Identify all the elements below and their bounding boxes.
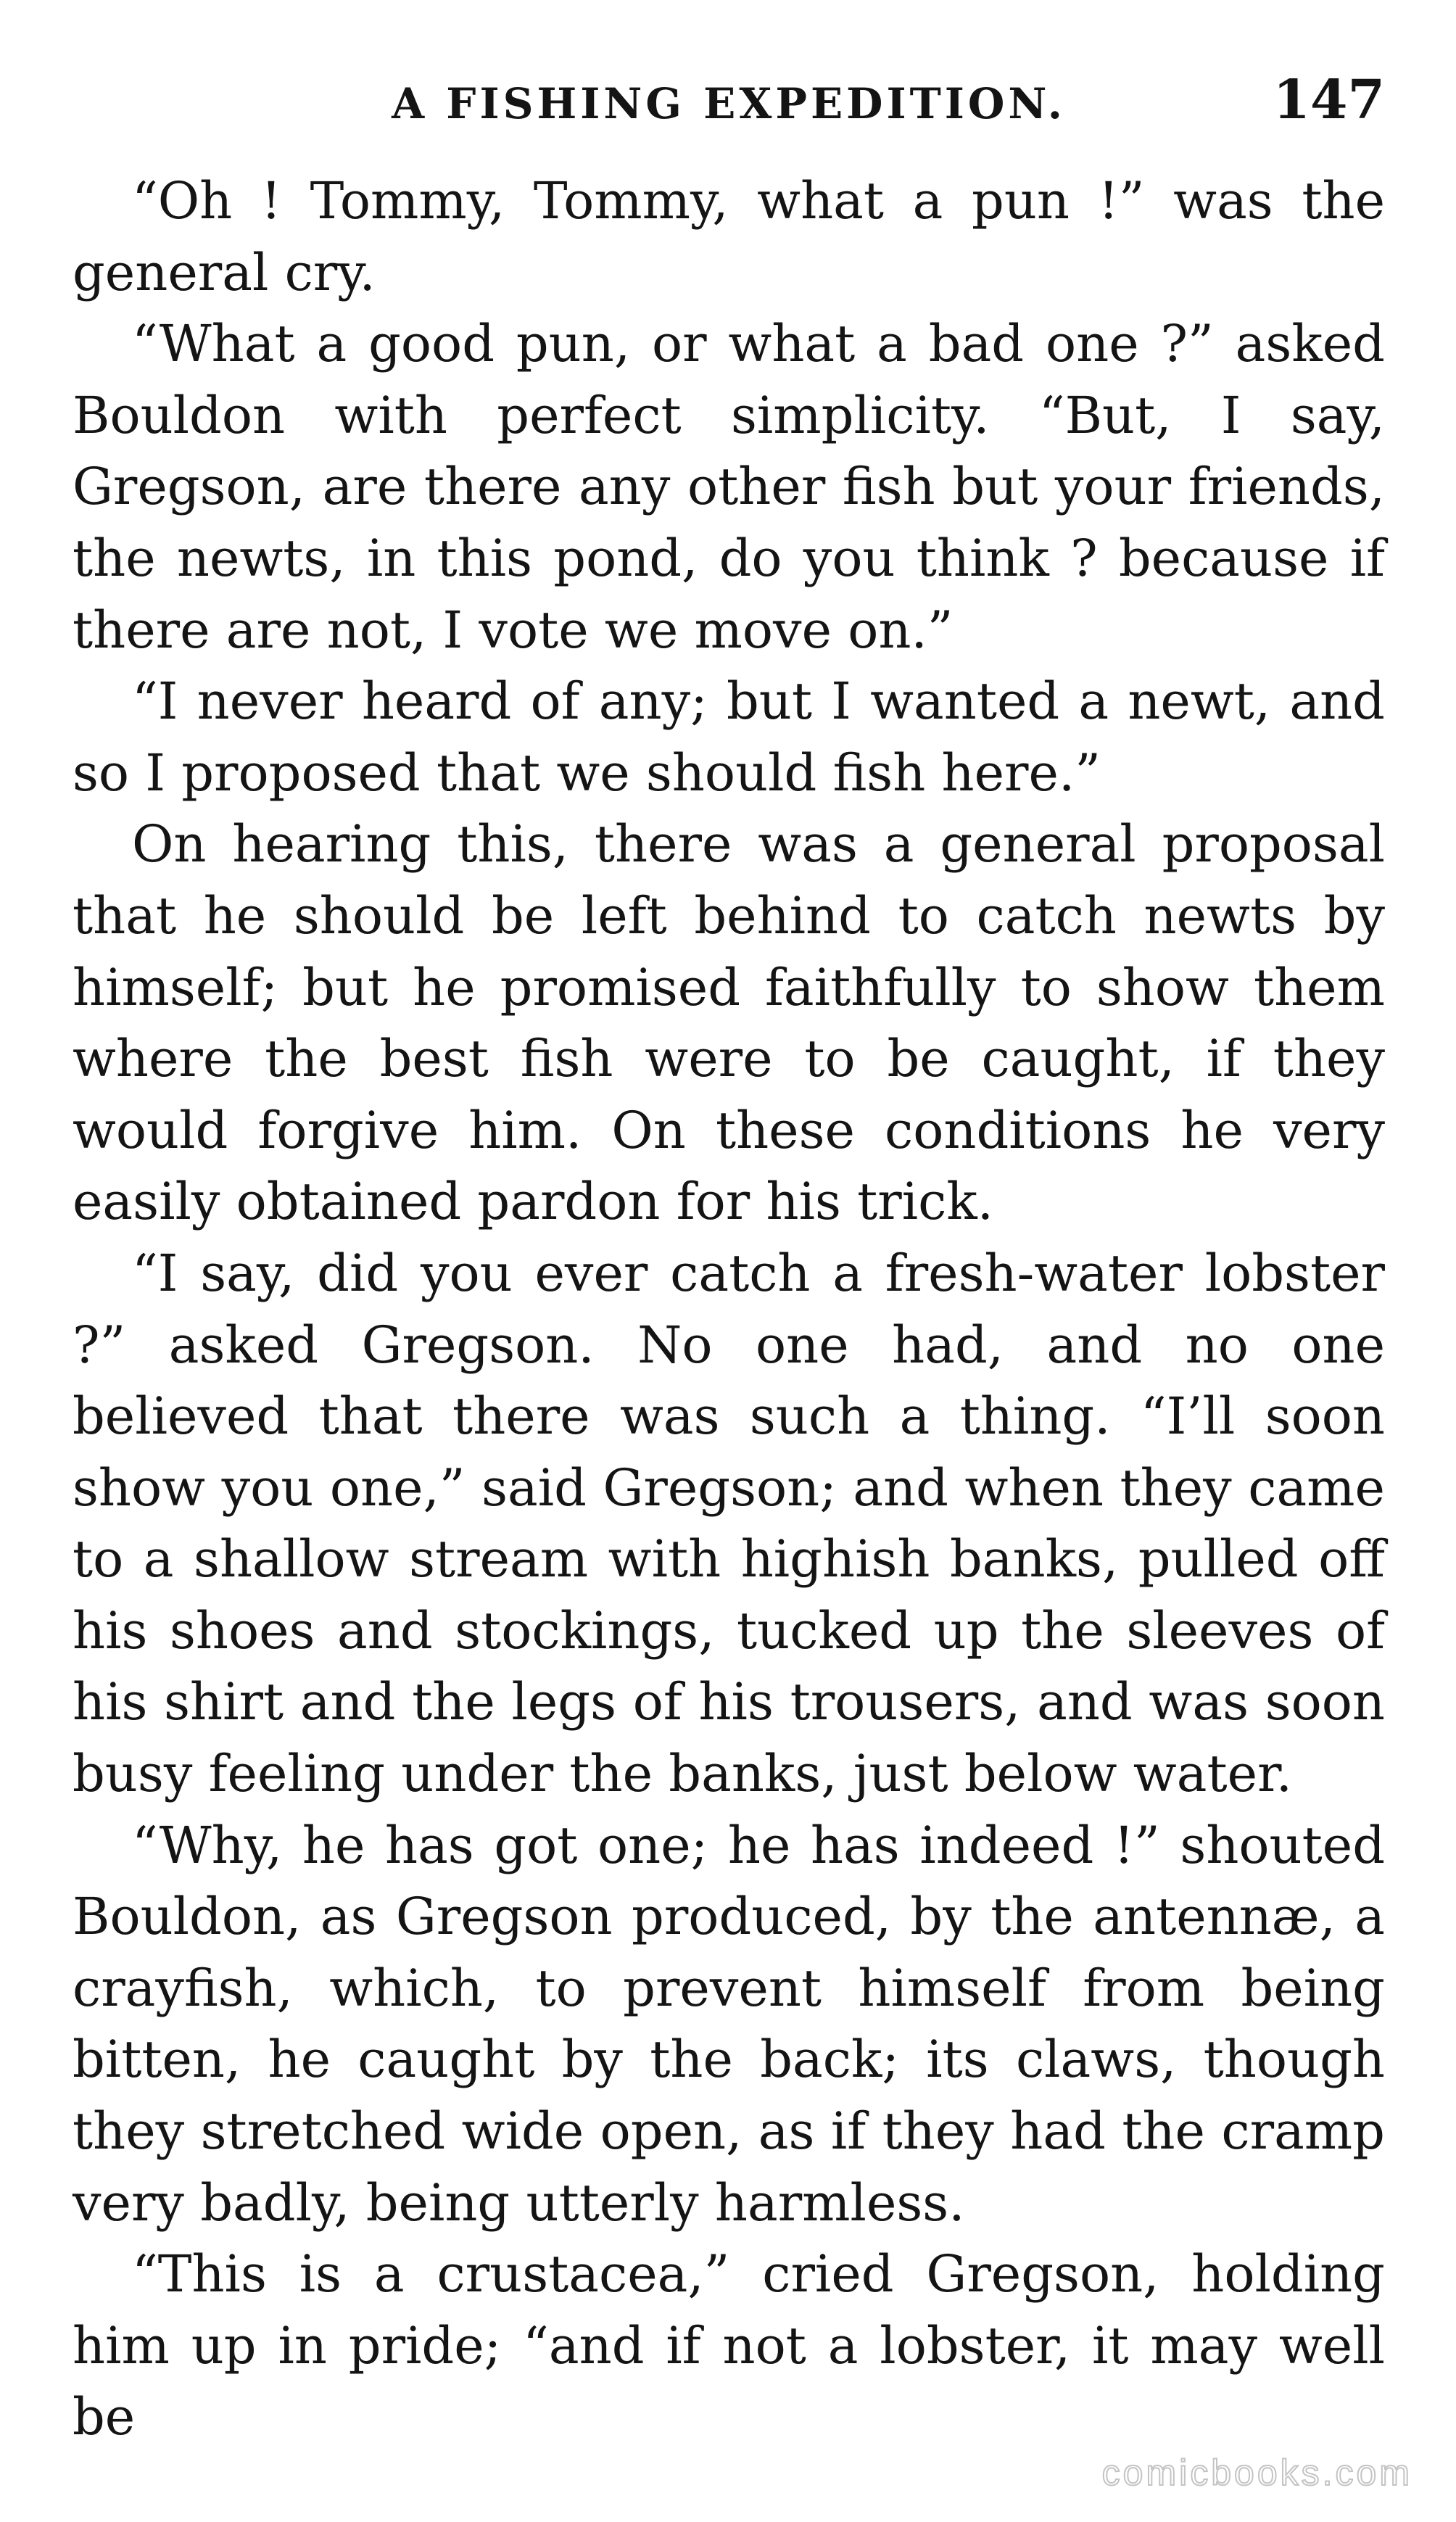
paragraph-crayfish: “Why, he has got one; he has indeed !” shouted Bouldon, as Gregson produced, by the antennæ, a crayfish, which, to prevent himself from being bitten, he caught by the back; its claws, though they stretched wide open, as if they had the cramp very badly, being utterly harmless.: [73, 1815, 1385, 2233]
page-number: 147: [1273, 69, 1385, 131]
paragraph-lobster-question: “I say, did you ever catch a fresh-water lobster ?” asked Gregson. No one had, and no one believed that there was such a thing. “I’ll soon show you one,” said Gregson; and when they came to a shallow stream with highish banks, pulled off his shoes and stockings, tucked up the sleeves of his shirt and the legs of his trousers, and was soon busy feeling under the banks, just below water.: [73, 1243, 1385, 1804]
body-text: [73, 165, 1385, 2453]
running-title: A FISHING EXPEDITION.: [392, 79, 1066, 128]
paragraph-crustacea: “This is a crustacea,” cried Gregson, holding him up in pride; “and if not a lobster, it may well be: [73, 2244, 1385, 2447]
watermark: comicbooks.com: [1101, 2452, 1412, 2493]
paragraph-bouldon-question: “What a good pun, or what a bad one ?” asked Bouldon with perfect simplicity. “But, I say, Gregson, are there any other fish but your friends, the newts, in this pond, do you think ? because if there are not, I vote we move on.”: [73, 314, 1385, 660]
paragraph-proposal: On hearing this, there was a general proposal that he should be left behind to catch newts by himself; but he promised faithfully to show them where the best fish were to be caught, if they would forgive him. On these conditions he very easily obtained pardon for his trick.: [73, 814, 1385, 1232]
paragraph-newt: “I never heard of any; but I wanted a newt, and so I proposed that we should fish here.”: [73, 671, 1385, 803]
paragraph-pun: “Oh ! Tommy, Tommy, what a pun !” was the general cry.: [73, 171, 1385, 302]
running-head: [73, 64, 1385, 144]
